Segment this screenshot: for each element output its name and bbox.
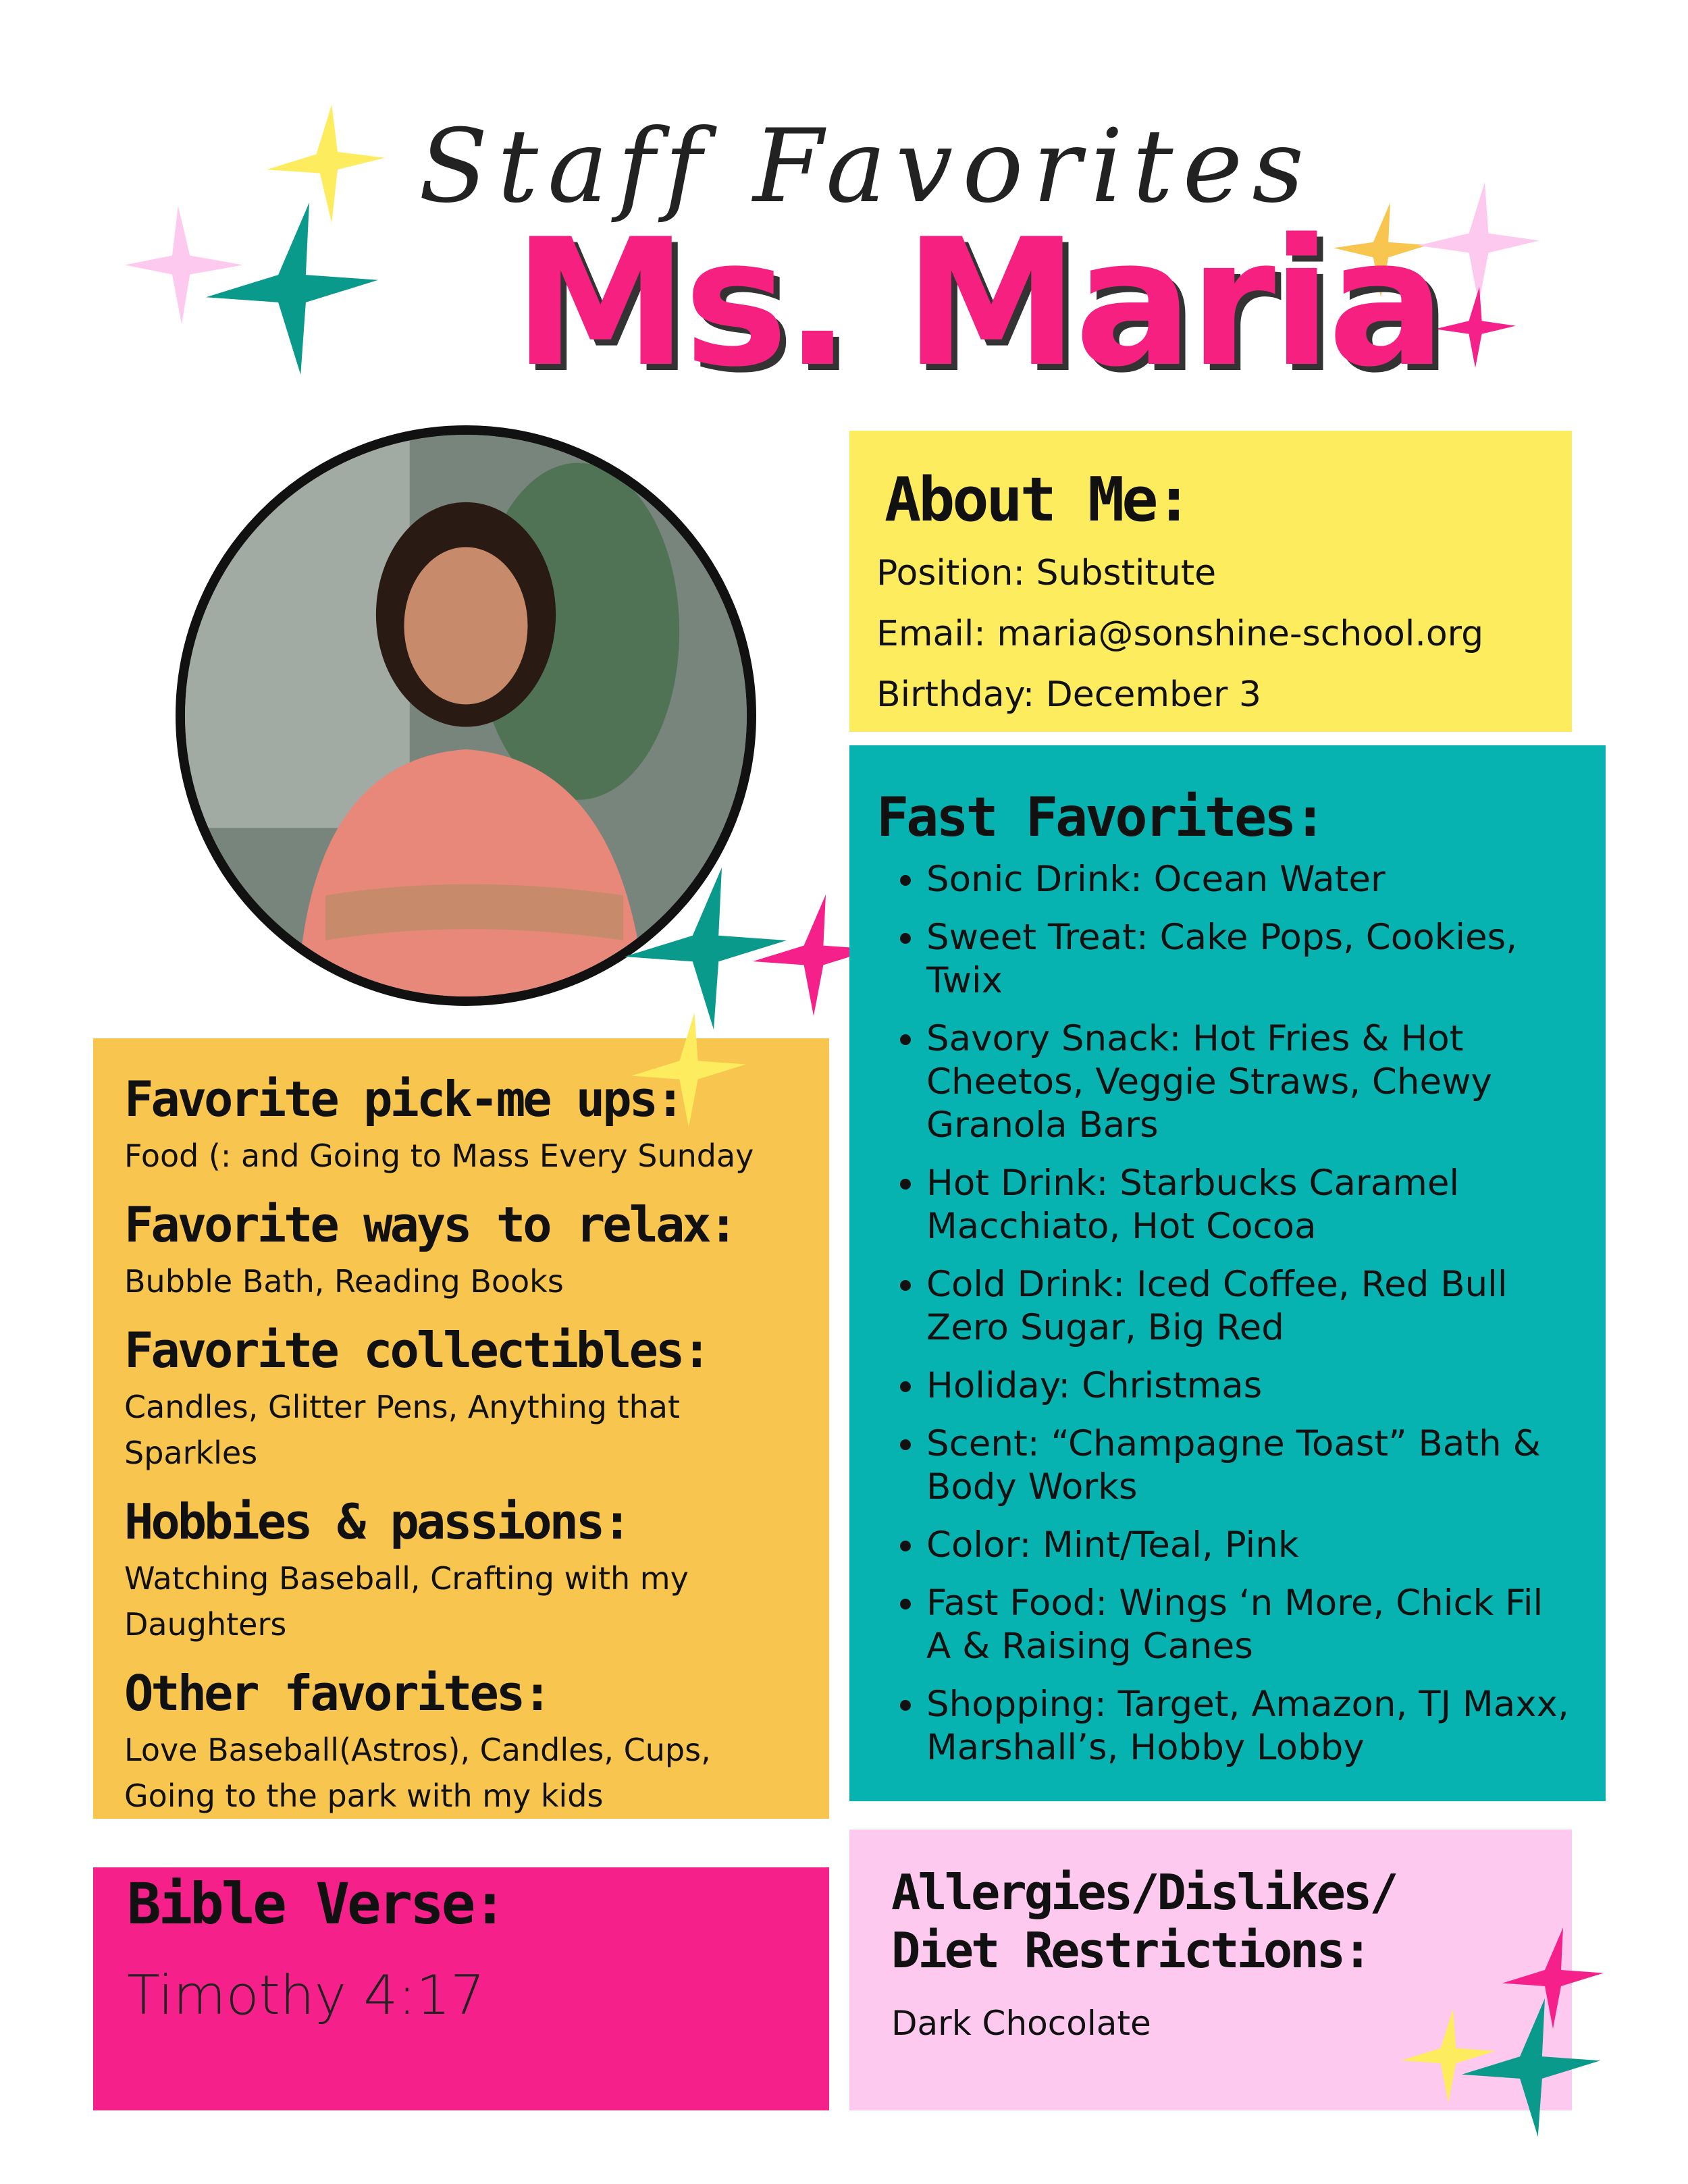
allergies-heading-line2: Diet Restrictions: <box>891 1922 1370 1979</box>
hobbies-heading: Hobbies & passions: <box>124 1493 629 1550</box>
about-me-heading: About Me: <box>885 464 1190 535</box>
allergies-text: Dark Chocolate <box>891 2004 1151 2043</box>
list-item: • Color: Mint/Teal, Pink <box>926 1524 1579 1567</box>
list-item: • Hot Drink: Starbucks Caramel Macchiato, Hot Cocoa <box>926 1162 1579 1248</box>
about-email: Email: maria@sonshine-school.org <box>876 614 1484 654</box>
teal-star-icon <box>206 203 378 375</box>
list-item: • Sonic Drink: Ocean Water <box>926 858 1579 901</box>
favorites-card <box>93 1038 829 1819</box>
hobbies-text: Watching Baseball, Crafting with my Daughters <box>124 1560 689 1643</box>
list-item: • Shopping: Target, Amazon, TJ Maxx, Marshall’s, Hobby Lobby <box>926 1683 1579 1769</box>
allergies-heading-line1: Allergies/Dislikes/ <box>891 1864 1396 1921</box>
teal-star-icon <box>1462 1998 1600 2137</box>
yellow-star-icon <box>631 1013 746 1127</box>
list-item: • Fast Food: Wings ‘n More, Chick Fil A & Raising Canes <box>926 1582 1579 1668</box>
other-text: Love Baseball(Astros), Candles, Cups, Going to the park with my kids <box>124 1732 711 1814</box>
relax-text: Bubble Bath, Reading Books <box>124 1263 564 1300</box>
collectibles-heading: Favorite collectibles: <box>124 1322 709 1379</box>
list-item: • Cold Drink: Iced Coffee, Red Bull Zero Sugar, Big Red <box>926 1263 1579 1350</box>
fast-favorites-list <box>876 858 1579 1769</box>
allergies-heading <box>891 1863 1530 1979</box>
fast-favorites-heading: Fast Favorites: <box>876 786 1324 849</box>
other-heading: Other favorites: <box>124 1665 550 1722</box>
pickme-text: Food (: and Going to Mass Every Sunday <box>124 1138 754 1174</box>
list-item: • Sweet Treat: Cake Pops, Cookies, Twix <box>926 916 1579 1003</box>
about-position: Position: Substitute <box>876 553 1217 593</box>
collectibles-text: Candles, Glitter Pens, Anything that Sparkles <box>124 1389 681 1471</box>
list-item: • Holiday: Christmas <box>926 1364 1579 1408</box>
script-title: Staff Favorites <box>419 108 1314 225</box>
fast-favorites-card <box>849 745 1606 1801</box>
list-item: • Scent: “Champagne Toast” Bath & Body Works <box>926 1422 1579 1509</box>
about-me-card <box>849 431 1572 732</box>
staff-name: Ms. Maria <box>513 202 1442 406</box>
bible-verse-text: Timothy 4:17 <box>127 1964 485 2027</box>
pickme-heading: Favorite pick-me ups: <box>124 1071 683 1127</box>
list-item: • Savory Snack: Hot Fries & Hot Cheetos, Veggie Straws, Chewy Granola Bars <box>926 1017 1579 1147</box>
magenta-star-icon <box>1435 287 1516 368</box>
bible-verse-heading: Bible Verse: <box>127 1871 504 1937</box>
relax-heading: Favorite ways to relax: <box>124 1196 735 1253</box>
bible-verse-card <box>93 1867 829 2110</box>
about-birthday: Birthday: December 3 <box>876 674 1262 715</box>
